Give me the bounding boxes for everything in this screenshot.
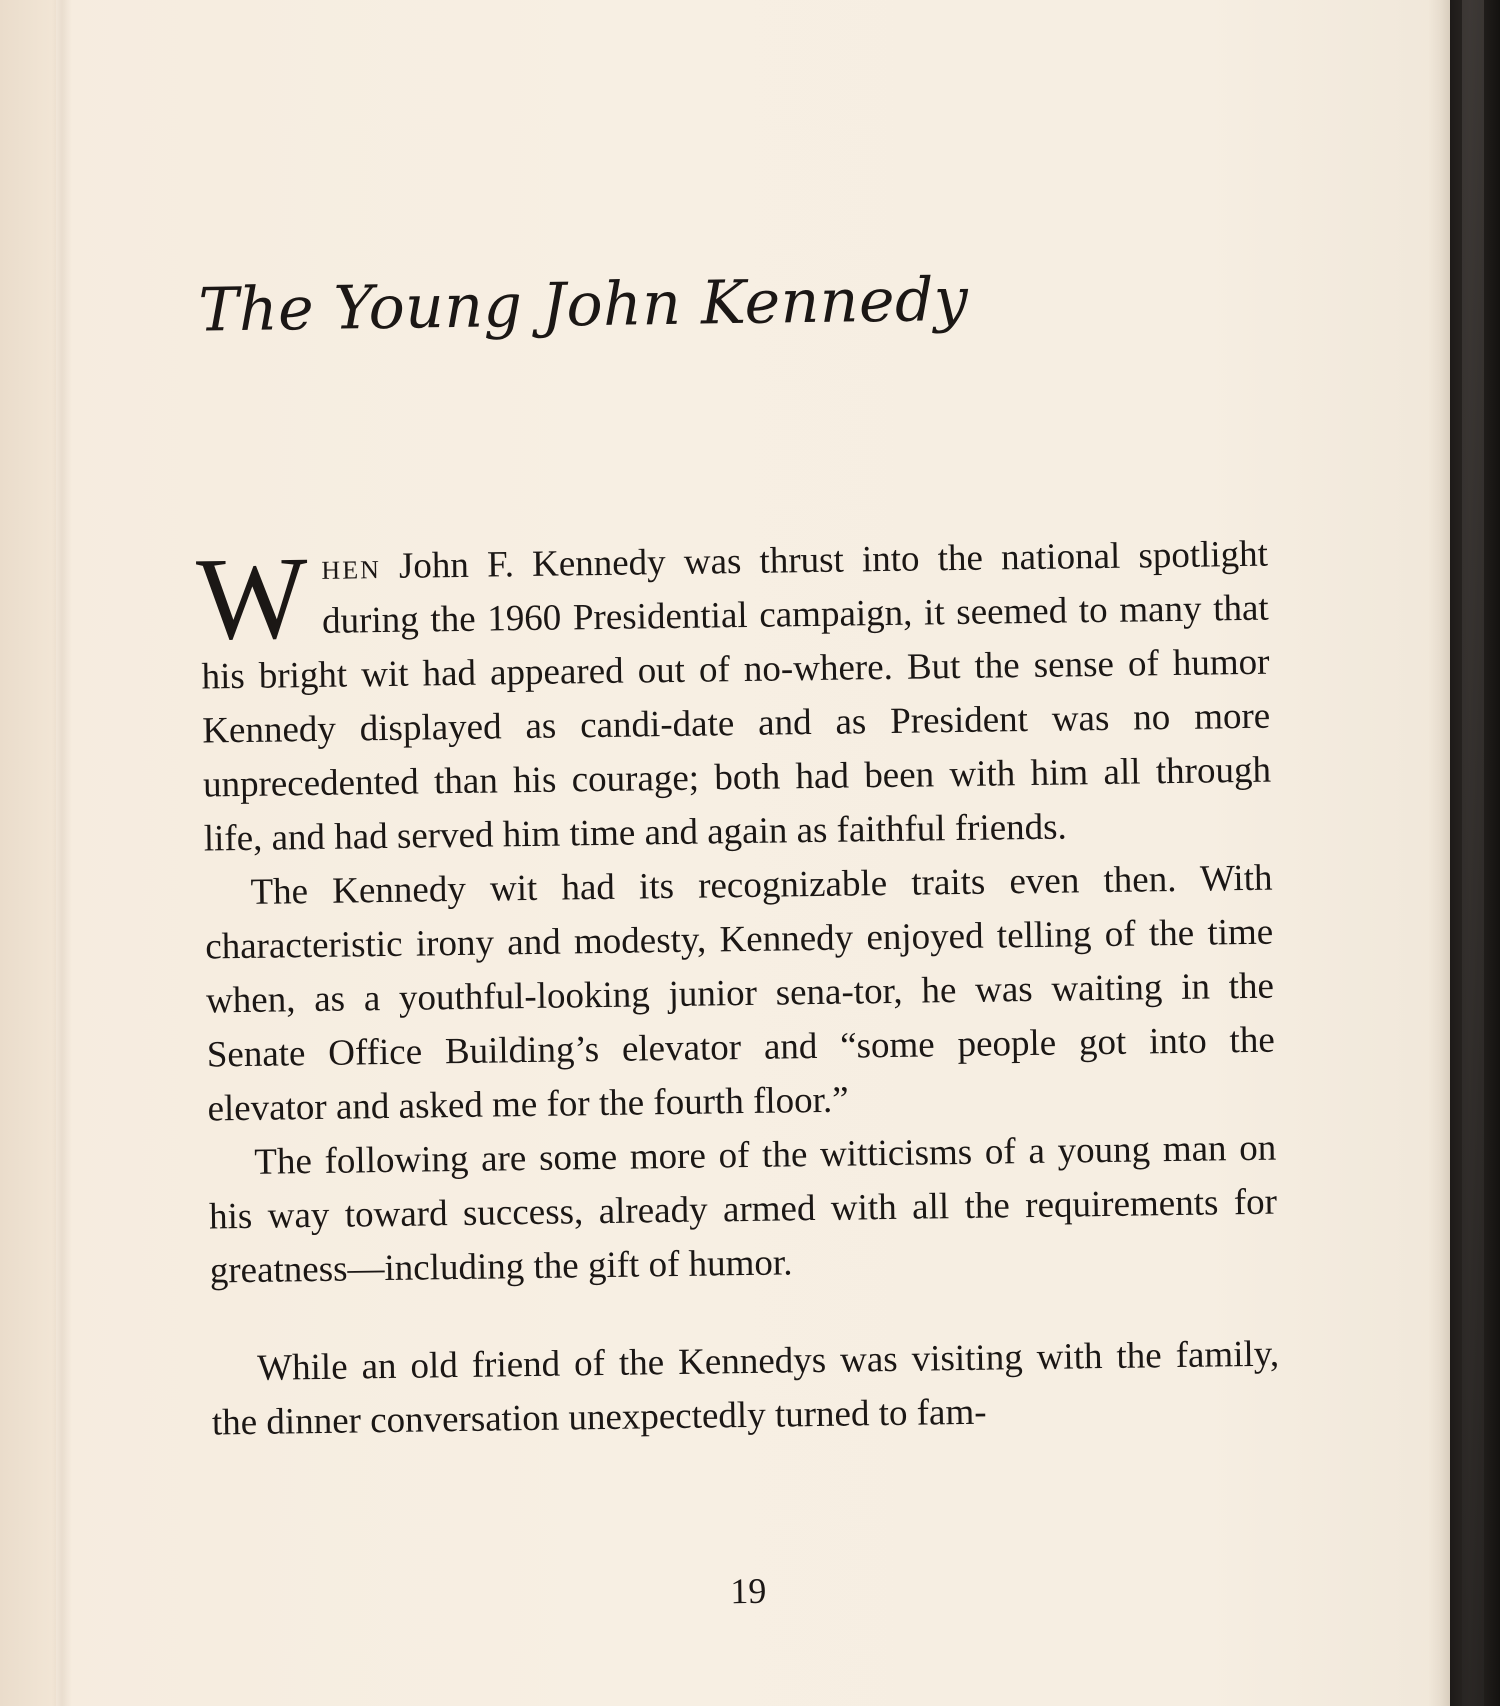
paragraph-1 (195, 528, 1272, 867)
paragraph-2: The Kennedy wit had its recognizable traits even then. With characteristic irony and modesty, Kennedy enjoyed telling of the time when, as a youthful-looking junior sena-tor, he was waiting in the Senate Office Building’s elevator and “some people got into the elevator and asked me for the fourth floor.” (205, 857, 1275, 1130)
book-page (192, 0, 1296, 1706)
paragraph-3: The following are some more of the witticisms of a young man on his way toward success, already armed with all the requirements for greatness—including the gift of humor. (208, 1127, 1278, 1292)
lead-in-small-caps: hen (321, 546, 382, 588)
paragraph-1-text: John F. Kennedy was thrust into the national spotlight during the 1960 Presidential campaign, it seemed to many that his bright wit had appeared out of no-where. But the sense of humor Kennedy displayed as candi-date and as President was no more unprecedented than his courage; both had been with him all through life, and had served him time and again as faithful friends. (201, 533, 1272, 860)
page-body-text (195, 528, 1281, 1451)
page-stack-edge (1428, 0, 1450, 1706)
facing-page-edge (0, 0, 56, 1706)
page-number: 19 (730, 1570, 767, 1612)
chapter-title: The Young John Kennedy (197, 264, 969, 346)
book-gutter-shadow (52, 0, 72, 1706)
paragraph-4: While an old friend of the Kennedys was visiting with the family, the dinner conversation unexpectedly turned to fam- (211, 1333, 1280, 1444)
drop-cap: W (195, 532, 309, 665)
book-cover-band (1462, 0, 1484, 1706)
